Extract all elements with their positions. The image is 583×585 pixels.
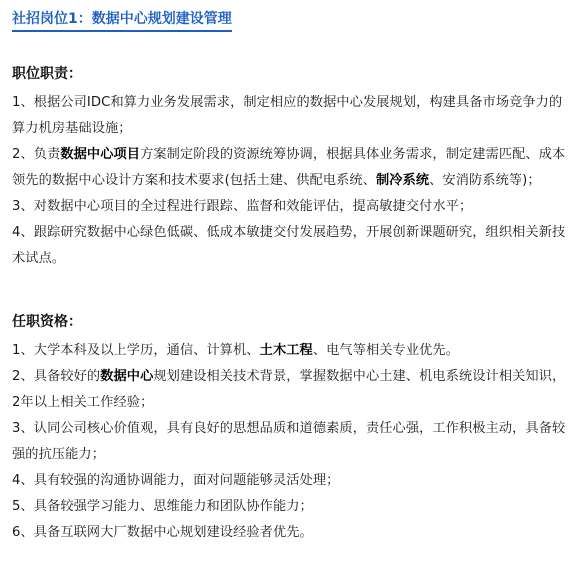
qualifications-heading: 任职资格： <box>12 314 82 330</box>
duties-item <box>12 220 569 272</box>
item-text: 3、对数据中心项目的全过程进行跟踪、监督和效能评估，提高敏捷交付水平； <box>12 199 473 214</box>
item-text: 6、具备互联网大厂数据中心规划建设经验者优先。 <box>12 525 313 540</box>
item-text: 2、负责 <box>12 147 61 162</box>
item-text: 3、认同公司核心价值观，具有良好的思想品质和道德素质，责任心强，工作积极主动，具备较强的抗压能力； <box>12 421 566 462</box>
job-title: 社招岗位1：数据中心规划建设管理 <box>12 9 232 32</box>
qualifications-item <box>12 338 569 364</box>
item-text: 、电气等相关专业优先。 <box>312 343 459 358</box>
qualifications-item <box>12 416 569 468</box>
highlighted-text: 数据中心项目 <box>60 147 141 162</box>
item-text: 规划建设相关技术背景，掌握数据中心土建、机电系统设计相关知识，2年以上相关工作经验； <box>12 369 566 410</box>
duties-item <box>12 194 569 220</box>
item-text: 、安消防系统等)； <box>429 173 541 188</box>
qualifications-item <box>12 468 569 494</box>
item-text: 5、具备较强学习能力、思维能力和团队协作能力； <box>12 499 313 514</box>
highlighted-text: 数据中心 <box>100 369 154 384</box>
qualifications-item <box>12 520 569 546</box>
highlighted-text: 土木工程 <box>259 343 313 358</box>
item-text: 4、跟踪研究数据中心绿色低碳、低成本敏捷交付发展趋势，开展创新课题研究，组织相关新技术试点。 <box>12 225 566 266</box>
highlighted-text: 制冷系统 <box>376 173 430 188</box>
item-text: 1、大学本科及以上学历，通信、计算机、 <box>12 343 260 358</box>
item-text: 方案制定阶段的资源统筹协调，根据具体业务需求，制定建需匹配、成本领先的数据中心设计方案和技术要求(包括土建、供配电系统、 <box>12 147 566 188</box>
item-text: 1、根据公司IDC和算力业务发展需求，制定相应的数据中心发展规划，构建具备市场竞争力的算力机房基础设施； <box>12 95 563 136</box>
qualifications-item <box>12 494 569 520</box>
item-text: 4、具有较强的沟通协调能力，面对问题能够灵活处理； <box>12 473 340 488</box>
duties-item <box>12 142 569 194</box>
qualifications-list <box>12 338 569 546</box>
item-text: 2、具备较好的 <box>12 369 101 384</box>
duties-list <box>12 90 569 272</box>
duties-heading: 职位职责： <box>12 66 82 82</box>
duties-item <box>12 90 569 142</box>
qualifications-item <box>12 364 569 416</box>
